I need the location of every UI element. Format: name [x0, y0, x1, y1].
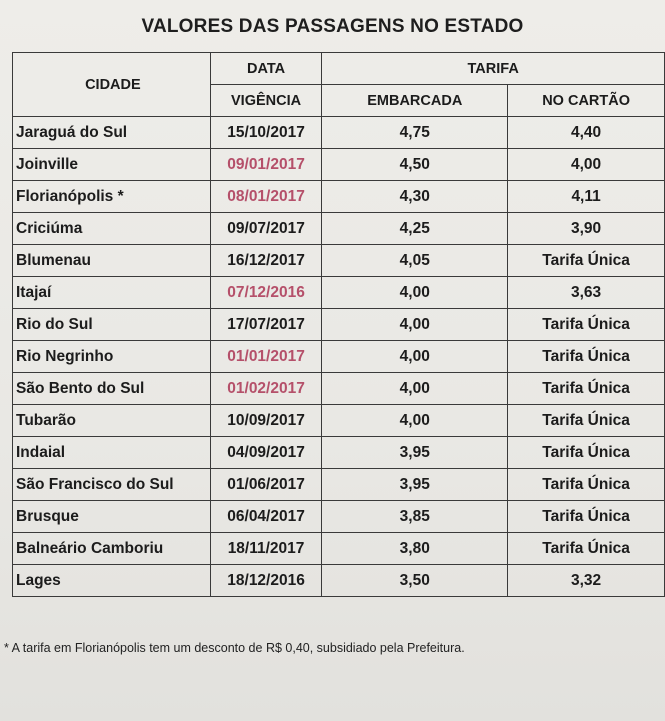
card-fare-cell: Tarifa Única	[508, 245, 665, 277]
card-fare-cell: 4,00	[508, 149, 665, 181]
table-row	[13, 277, 665, 309]
city-cell: Rio do Sul	[13, 309, 211, 341]
city-cell: Blumenau	[13, 245, 211, 277]
date-cell: 01/01/2017	[210, 341, 322, 373]
boarded-fare-cell: 3,50	[322, 565, 508, 597]
table-row	[13, 437, 665, 469]
table-row	[13, 533, 665, 565]
table-row	[13, 501, 665, 533]
table-row	[13, 309, 665, 341]
date-cell: 07/12/2016	[210, 277, 322, 309]
date-cell: 10/09/2017	[210, 405, 322, 437]
card-fare-cell: Tarifa Única	[508, 437, 665, 469]
table-row	[13, 149, 665, 181]
table-row	[13, 373, 665, 405]
card-fare-cell: Tarifa Única	[508, 373, 665, 405]
city-cell: Jaraguá do Sul	[13, 117, 211, 149]
date-cell: 01/02/2017	[210, 373, 322, 405]
header-boarded: EMBARCADA	[322, 85, 508, 117]
card-fare-cell: 4,11	[508, 181, 665, 213]
card-fare-cell: 3,90	[508, 213, 665, 245]
city-cell: São Bento do Sul	[13, 373, 211, 405]
table-row	[13, 117, 665, 149]
card-fare-cell: Tarifa Única	[508, 405, 665, 437]
boarded-fare-cell: 4,50	[322, 149, 508, 181]
fares-table	[12, 52, 665, 597]
document-title: VALORES DAS PASSAGENS NO ESTADO	[141, 16, 524, 37]
card-fare-cell: Tarifa Única	[508, 501, 665, 533]
date-cell: 15/10/2017	[210, 117, 322, 149]
boarded-fare-cell: 4,05	[322, 245, 508, 277]
card-fare-cell: 3,63	[508, 277, 665, 309]
boarded-fare-cell: 3,95	[322, 469, 508, 501]
fares-body	[13, 117, 665, 597]
boarded-fare-cell: 4,00	[322, 341, 508, 373]
boarded-fare-cell: 4,00	[322, 373, 508, 405]
header-date-top: DATA	[210, 53, 322, 85]
boarded-fare-cell: 3,95	[322, 437, 508, 469]
date-cell: 18/12/2016	[210, 565, 322, 597]
header-city: CIDADE	[13, 53, 211, 117]
boarded-fare-cell: 4,00	[322, 405, 508, 437]
boarded-fare-cell: 4,00	[322, 309, 508, 341]
table-row	[13, 341, 665, 373]
date-cell: 18/11/2017	[210, 533, 322, 565]
table-row	[13, 213, 665, 245]
city-cell: São Francisco do Sul	[13, 469, 211, 501]
city-cell: Lages	[13, 565, 211, 597]
boarded-fare-cell: 4,30	[322, 181, 508, 213]
city-cell: Rio Negrinho	[13, 341, 211, 373]
header-card: NO CARTÃO	[508, 85, 665, 117]
boarded-fare-cell: 3,80	[322, 533, 508, 565]
city-cell: Balneário Camboriu	[13, 533, 211, 565]
city-cell: Criciúma	[13, 213, 211, 245]
table-row	[13, 245, 665, 277]
card-fare-cell: 4,40	[508, 117, 665, 149]
city-cell: Joinville	[13, 149, 211, 181]
date-cell: 09/01/2017	[210, 149, 322, 181]
table-row	[13, 405, 665, 437]
header-date-bottom: VIGÊNCIA	[210, 85, 322, 117]
date-cell: 17/07/2017	[210, 309, 322, 341]
date-cell: 16/12/2017	[210, 245, 322, 277]
header-fare: TARIFA	[322, 53, 665, 85]
table-row	[13, 469, 665, 501]
card-fare-cell: Tarifa Única	[508, 469, 665, 501]
boarded-fare-cell: 3,85	[322, 501, 508, 533]
header-row-top	[13, 53, 665, 85]
city-cell: Tubarão	[13, 405, 211, 437]
footnote: * A tarifa em Florianópolis tem um desconto de R$ 0,40, subsidiado pela Prefeitura.	[4, 641, 465, 655]
card-fare-cell: Tarifa Única	[508, 341, 665, 373]
boarded-fare-cell: 4,00	[322, 277, 508, 309]
date-cell: 01/06/2017	[210, 469, 322, 501]
city-cell: Indaial	[13, 437, 211, 469]
date-cell: 06/04/2017	[210, 501, 322, 533]
table-row	[13, 181, 665, 213]
boarded-fare-cell: 4,75	[322, 117, 508, 149]
date-cell: 04/09/2017	[210, 437, 322, 469]
card-fare-cell: Tarifa Única	[508, 533, 665, 565]
date-cell: 09/07/2017	[210, 213, 322, 245]
date-cell: 08/01/2017	[210, 181, 322, 213]
city-cell: Florianópolis *	[13, 181, 211, 213]
city-cell: Itajaí	[13, 277, 211, 309]
card-fare-cell: Tarifa Única	[508, 309, 665, 341]
table-row	[13, 565, 665, 597]
boarded-fare-cell: 4,25	[322, 213, 508, 245]
card-fare-cell: 3,32	[508, 565, 665, 597]
city-cell: Brusque	[13, 501, 211, 533]
